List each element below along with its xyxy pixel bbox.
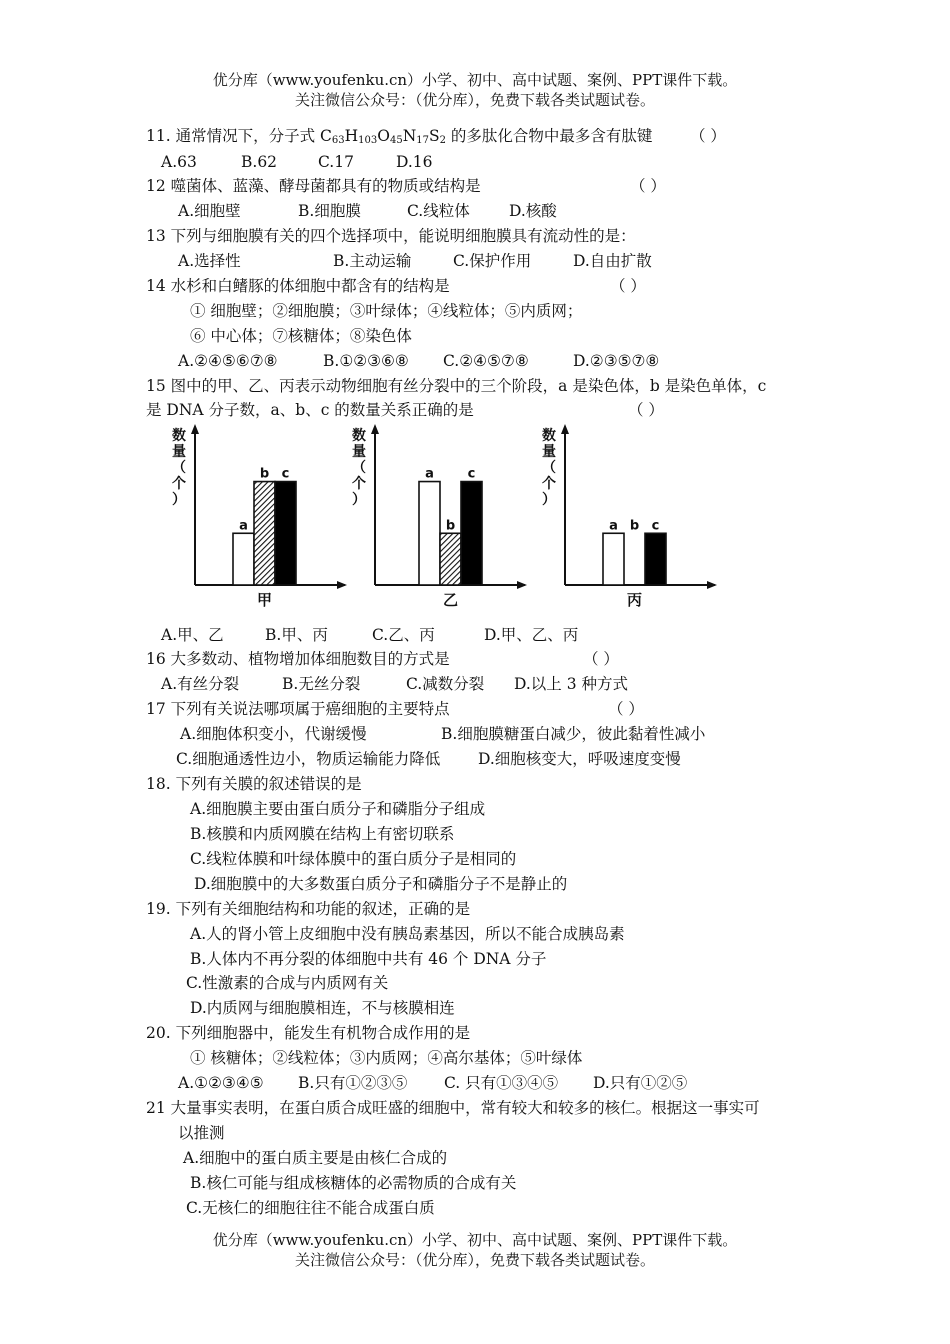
- q12-option-b: B.细胞膜: [298, 202, 361, 220]
- footer-line-1: 优分库（www.youfenku.cn）小学、初中、高中试题、案例、PPT课件下载。: [212, 1231, 738, 1249]
- q15-option-d: D.甲、乙、丙: [484, 626, 579, 644]
- bar-a: [233, 533, 254, 585]
- q13-option-d: D.自由扩散: [573, 252, 652, 270]
- q19-option-c: C.性激素的合成与内质网有关: [186, 974, 389, 992]
- q16-option-d: D.以上 3 种方式: [514, 675, 629, 693]
- bar-b: [440, 533, 461, 585]
- y-axis-arrow: [371, 424, 379, 434]
- bar-a: [419, 482, 440, 585]
- q19-option-b: B.人体内不再分裂的体细胞中共有 46 个 DNA 分子: [190, 950, 547, 968]
- answer-paren-14: （ ）: [610, 277, 646, 295]
- header-line-2: 关注微信公众号：（优分库），免费下载各类试题试卷。: [294, 91, 655, 109]
- question-15-line-2: 是 DNA 分子数，a、b、c 的数量关系正确的是: [146, 401, 474, 419]
- answer-paren-17: （ ）: [608, 700, 644, 718]
- question-12: 12 噬菌体、蓝藻、酵母菌都具有的物质或结构是: [146, 177, 481, 195]
- x-axis-arrow: [517, 581, 527, 589]
- bar-label-a: a: [425, 466, 434, 482]
- bar-label-c: c: [467, 466, 476, 482]
- q17-option-a: A.细胞体积变小，代谢缓慢: [180, 725, 367, 743]
- y-axis-label: 数量（个）: [542, 428, 556, 508]
- y-axis-arrow: [561, 424, 569, 434]
- question-18: 18. 下列有关膜的叙述错误的是: [146, 775, 362, 793]
- question-19: 19. 下列有关细胞结构和功能的叙述，正确的是: [146, 900, 471, 918]
- bar-label-a: a: [239, 518, 248, 534]
- q18-option-b: B.核膜和内质网膜在结构上有密切联系: [190, 825, 455, 843]
- q18-option-a: A.细胞膜主要由蛋白质分子和磷脂分子组成: [190, 800, 486, 818]
- q15-option-a: A.甲、乙: [161, 626, 224, 644]
- q20-option-c: C. 只有①③④⑤: [444, 1074, 559, 1092]
- q21-option-b: B.核仁可能与组成核糖体的必需物质的合成有关: [190, 1174, 517, 1192]
- question-21-line-1: 21 大量事实表明，在蛋白质合成旺盛的细胞中，常有较大和较多的核仁。根据这一事实可: [146, 1099, 760, 1117]
- bar-label-c: c: [281, 466, 290, 482]
- bar-b: [254, 482, 275, 585]
- page-footer: [0, 1230, 950, 1270]
- bar-a: [603, 533, 624, 585]
- q14-option-a: A.②④⑤⑥⑦⑧: [178, 352, 278, 370]
- q16-option-b: B.无丝分裂: [282, 675, 361, 693]
- q13-option-b: B.主动运输: [333, 252, 412, 270]
- chart-title: 乙: [442, 591, 459, 609]
- chart-bing: [535, 420, 730, 615]
- q18-option-d: D.细胞膜中的大多数蛋白质分子和磷脂分子不是静止的: [194, 875, 568, 893]
- answer-paren-11: （ ）: [690, 127, 726, 145]
- answer-paren-15: （ ）: [628, 401, 664, 419]
- bar-label-a: a: [609, 518, 618, 534]
- question-15-line-1: 15 图中的甲、乙、丙表示动物细胞有丝分裂中的三个阶段，a 是染色体，b 是染色单体，c: [146, 377, 767, 395]
- chart-title: 丙: [626, 591, 643, 609]
- q21-option-c: C.无核仁的细胞往往不能合成蛋白质: [186, 1199, 435, 1217]
- q16-option-a: A.有丝分裂: [161, 675, 240, 693]
- q17-option-b: B.细胞膜糖蛋白减少，彼此黏着性减小: [441, 725, 706, 743]
- bar-c: [461, 482, 482, 585]
- y-axis-label: 数量（个）: [352, 428, 366, 508]
- q20-option-b: B.只有①②③⑤: [298, 1074, 408, 1092]
- q11-option-d: D.16: [396, 153, 433, 171]
- bar-label-b: b: [259, 466, 270, 482]
- question-17: 17 下列有关说法哪项属于癌细胞的主要特点: [146, 700, 450, 718]
- q13-option-a: A.选择性: [178, 252, 241, 270]
- chart-title: 甲: [256, 591, 273, 609]
- bar-label-b: b: [629, 518, 640, 534]
- q17-option-c: C.细胞通透性边小，物质运输能力降低: [176, 750, 441, 768]
- q15-option-b: B.甲、丙: [265, 626, 328, 644]
- question-21-line-2: 以推测: [178, 1124, 225, 1142]
- y-axis-label: 数量（个）: [172, 428, 186, 508]
- q20-option-d: D.只有①②⑤: [593, 1074, 688, 1092]
- answer-paren-12: （ ）: [630, 177, 666, 195]
- y-axis-arrow: [191, 424, 199, 434]
- q18-option-c: C.线粒体膜和叶绿体膜中的蛋白质分子是相同的: [190, 850, 517, 868]
- q14-option-c: C.②④⑤⑦⑧: [443, 352, 529, 370]
- x-axis-arrow: [707, 581, 717, 589]
- q11-option-b: B.62: [241, 153, 278, 171]
- q16-option-c: C.减数分裂: [406, 675, 485, 693]
- header-line-1: 优分库（www.youfenku.cn）小学、初中、高中试题、案例、PPT课件下载。: [212, 71, 738, 89]
- q11-option-a: A.63: [161, 153, 197, 171]
- q20-option-a: A.①②③④⑤: [178, 1074, 264, 1092]
- q17-option-d: D.细胞核变大，呼吸速度变慢: [478, 750, 681, 768]
- q12-option-c: C.线粒体: [407, 202, 470, 220]
- q14-option-d: D.②③⑤⑦⑧: [573, 352, 660, 370]
- answer-paren-16: （ ）: [583, 650, 619, 668]
- bar-c: [275, 482, 296, 585]
- question-16: 16 大多数动、植物增加体细胞数目的方式是: [146, 650, 450, 668]
- q11-option-c: C.17: [318, 153, 354, 171]
- q12-option-d: D.核酸: [509, 202, 557, 220]
- q21-option-a: A.细胞中的蛋白质主要是由核仁合成的: [183, 1149, 448, 1167]
- q14-option-b: B.①②③⑥⑧: [323, 352, 409, 370]
- q19-option-a: A.人的肾小管上皮细胞中没有胰岛素基因，所以不能合成胰岛素: [190, 925, 625, 943]
- bar-c: [645, 533, 666, 585]
- q15-option-c: C.乙、丙: [372, 626, 435, 644]
- q20-items: ① 核糖体；②线粒体；③内质网；④高尔基体；⑤叶绿体: [190, 1049, 583, 1067]
- q12-option-a: A.细胞壁: [178, 202, 241, 220]
- page-header: [0, 70, 950, 110]
- footer-line-2: 关注微信公众号：（优分库），免费下载各类试题试卷。: [294, 1251, 655, 1269]
- question-13: 13 下列与细胞膜有关的四个选择项中，能说明细胞膜具有流动性的是：: [146, 227, 636, 245]
- q13-option-c: C.保护作用: [453, 252, 532, 270]
- question-20: 20. 下列细胞器中，能发生有机物合成作用的是: [146, 1024, 471, 1042]
- bar-label-b: b: [445, 518, 456, 534]
- q14-items-line-1: ① 细胞壁；②细胞膜；③叶绿体；④线粒体；⑤内质网；: [190, 302, 583, 320]
- question-14: 14 水杉和白鳍豚的体细胞中都含有的结构是: [146, 277, 450, 295]
- q14-items-line-2: ⑥ 中心体；⑦核糖体；⑧染色体: [190, 327, 412, 345]
- chart-yi: [345, 420, 535, 615]
- question-11: 11. 通常情况下，分子式 $C_{63}H_{103}O_{45}N_{17}S_2$ 的多肽化合物中最多含有肽键: [146, 127, 653, 146]
- bar-label-c: c: [651, 518, 660, 534]
- chart-jia: [165, 420, 355, 615]
- q19-option-d: D.内质网与细胞膜相连，不与核膜相连: [190, 999, 455, 1017]
